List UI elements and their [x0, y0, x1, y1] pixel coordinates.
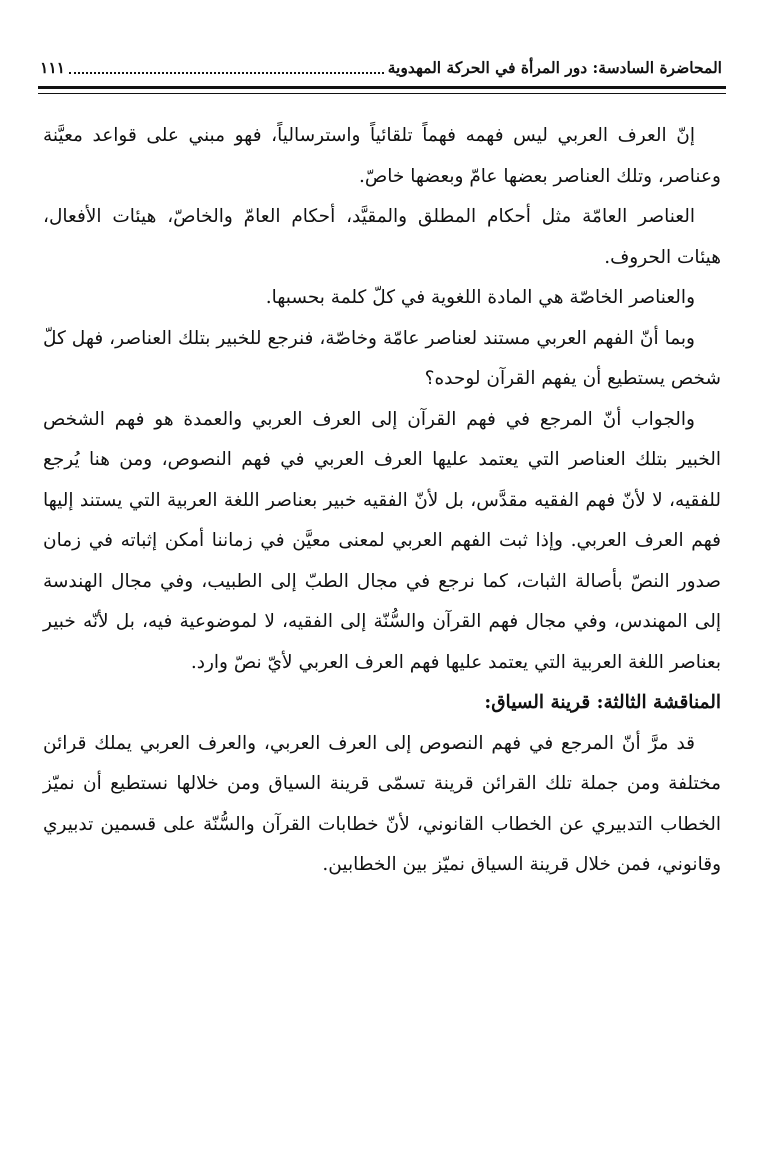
paragraph: والعناصر الخاصّة هي المادة اللغوية في كلّ كلمة بحسبها. [265, 287, 695, 308]
dotted-leader [69, 72, 384, 74]
section-subheading: المناقشة الثالثة: قرينة السياق: [484, 692, 721, 713]
page-header [40, 54, 722, 80]
paragraph: قد مرَّ أنّ المرجع في فهم النصوص إلى العرف العربي، والعرف العربي يملك قرائن مختلفة ومن جملة تلك القرائن قرينة تسمّى قرينة السياق ومن خلالها نستطيع أن نميّز الخطاب التدبيري عن الخطاب القانوني، لأنّ خطابات القرآن والسُّنّة على قسمين تدبيري وقانوني، فمن خلال قرينة السياق نميّز بين الخطابين. [43, 732, 721, 875]
page-number: ١١١ [40, 57, 65, 77]
header-rule-thick [38, 86, 726, 89]
running-title: المحاضرة السادسة: دور المرأة في الحركة المهدوية [387, 57, 722, 77]
paragraph: والجواب أنّ المرجع في فهم القرآن إلى العرف العربي والعمدة هو فهم الشخص الخبير بتلك العناصر التي يعتمد عليها العرف العربي في فهم النصوص، ومن هنا يُرجع للفقيه، لا لأنّ فهم الفقيه مقدَّس، بل لأنّ الفقيه خبير بعناصر اللغة العربية التي يستند إليها فهم العرف العربي. وإذا ثبت الفهم العربي لمعنى معيَّن في زماننا أمكن إثباته في زمان صدور النصّ بأصالة الثبات، كما نرجع في مجال الطبّ إلى الطبيب، وفي مجال الهندسة إلى المهندس، وفي مجال فهم القرآن والسُّنّة إلى الفقيه، لا لموضوعية فيه، بل لأنّه خبير بعناصر اللغة العربية التي يعتمد عليها فهم العرف العربي لأيّ نصّ وارد. [43, 408, 721, 673]
header-rule-thin [38, 93, 726, 94]
body-text [43, 116, 721, 886]
paragraph: العناصر العامّة مثل أحكام المطلق والمقيَّد، أحكام العامّ والخاصّ، هيئات الأفعال، هيئات الحروف. [43, 206, 721, 268]
paragraph: وبما أنّ الفهم العربي مستند لعناصر عامّة وخاصّة، فنرجع للخبير بتلك العناصر، فهل كلّ شخص يستطيع أن يفهم القرآن لوحده؟ [43, 327, 721, 389]
paragraph: إنّ العرف العربي ليس فهمه فهماً تلقائياً واسترسالياً، فهو مبني على قواعد معيَّنة وعناصر، وتلك العناصر بعضها عامّ وبعضها خاصّ. [43, 125, 721, 187]
